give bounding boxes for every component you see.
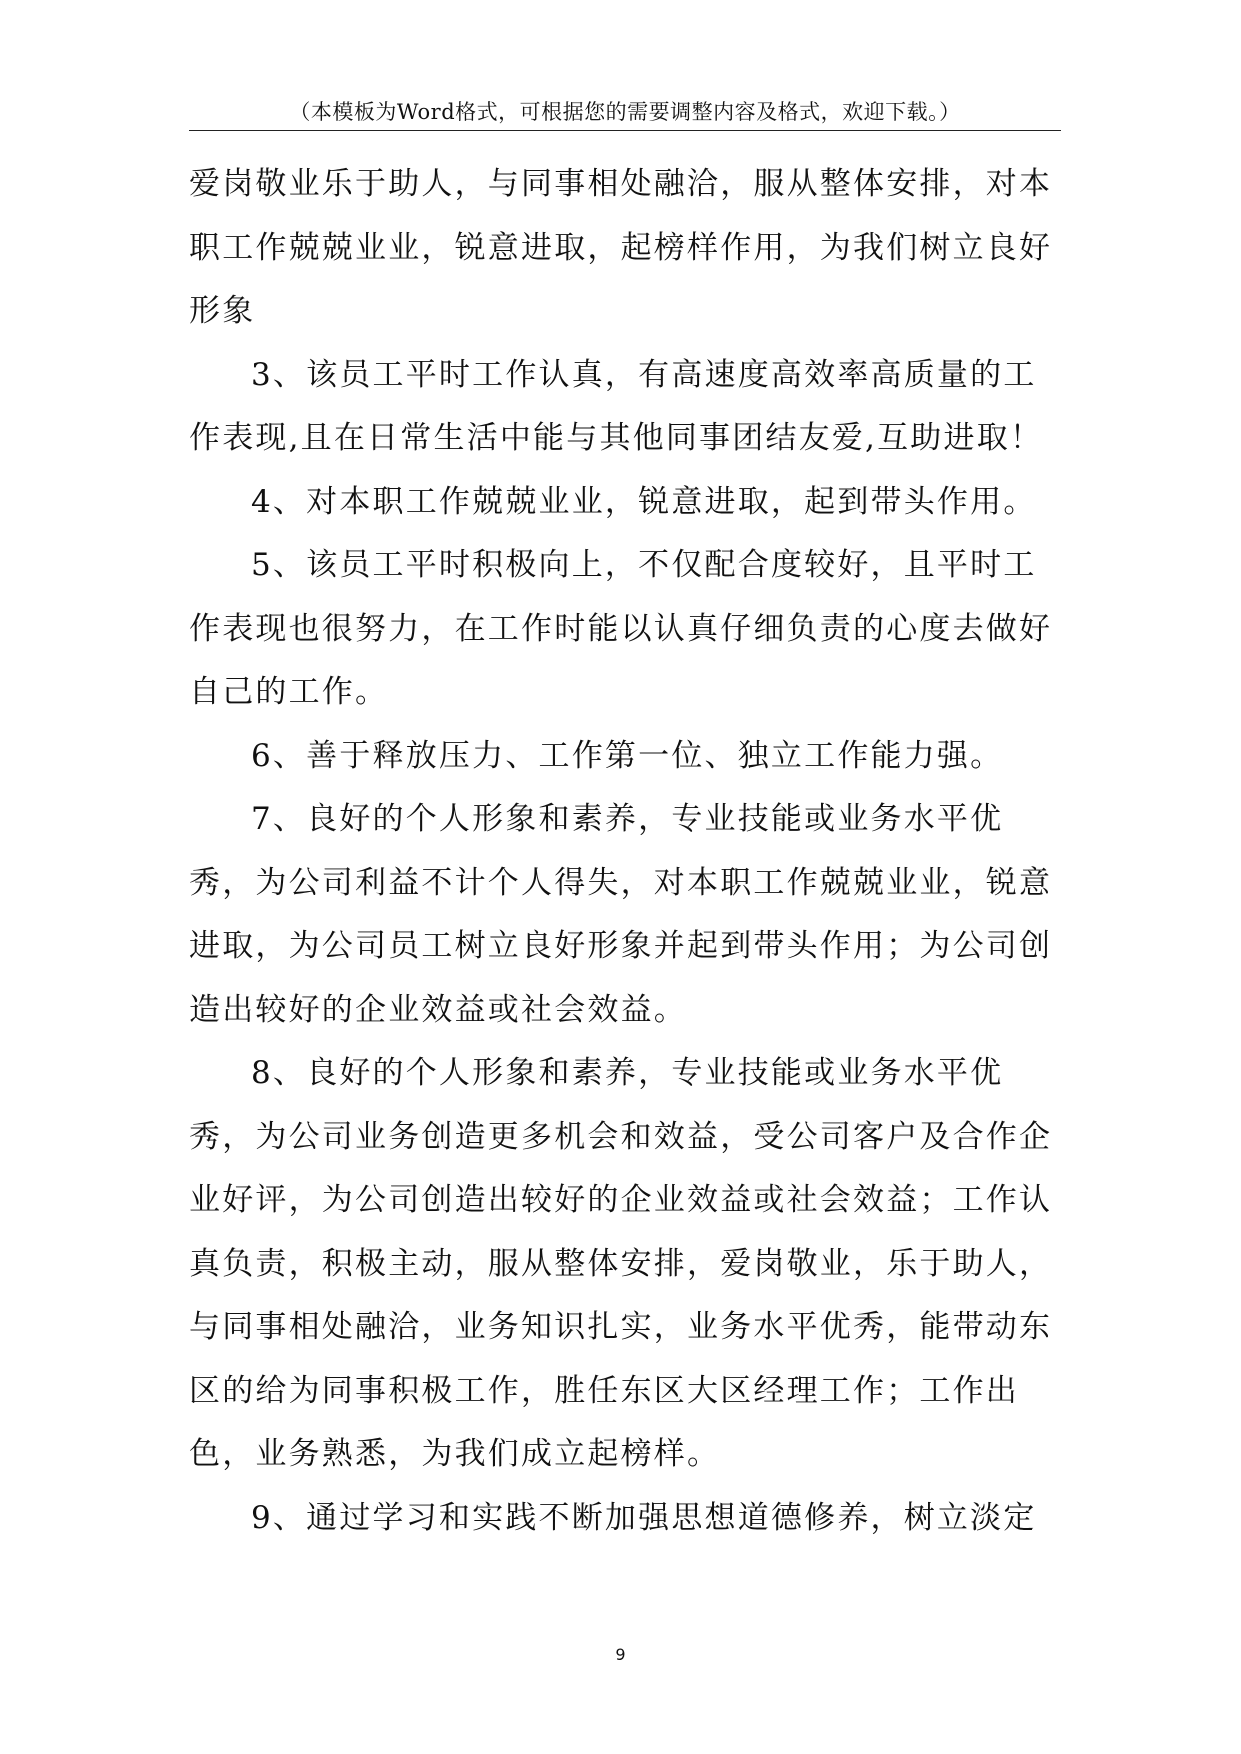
paragraph-item-5: 5、该员工平时积极向上，不仅配合度较好，且平时工作表现也很努力，在工作时能以认真仔细负责的心度去做好自己的工作。 (189, 547, 1053, 710)
page-number: 9 (615, 1645, 626, 1664)
document-body (189, 153, 1061, 1550)
paragraph-item-3: 3、该员工平时工作认真，有高速度高效率高质量的工作表现,且在日常生活中能与其他同事团结友爱,互助进取！ (189, 356, 1044, 456)
header-divider (189, 130, 1061, 131)
paragraph-item-4: 4、对本职工作兢兢业业，锐意进取，起到带头作用。 (251, 483, 1037, 520)
paragraph-item-7: 7、良好的个人形象和素养，专业技能或业务水平优秀，为公司利益不计个人得失，对本职工作兢兢业业，锐意进取，为公司员工树立良好形象并起到带头作用；为公司创造出较好的企业效益或社会效益。 (189, 801, 1053, 1028)
paragraph-continuation: 爱岗敬业乐于助人，与同事相处融洽，服从整体安排，对本职工作兢兢业业，锐意进取，起榜样作用，为我们树立良好形象 (189, 166, 1053, 329)
paragraph-item-9: 9、通过学习和实践不断加强思想道德修养，树立淡定 (251, 1499, 1037, 1536)
template-header-note: （本模板为Word格式，可根据您的需要调整内容及格式，欢迎下载。） (289, 100, 961, 124)
paragraph-item-6: 6、善于释放压力、工作第一位、独立工作能力强。 (251, 737, 1004, 774)
paragraph-item-8: 8、良好的个人形象和素养，专业技能或业务水平优秀，为公司业务创造更多机会和效益，受公司客户及合作企业好评，为公司创造出较好的企业效益或社会效益；工作认真负责，积极主动，服从整体安排，爱岗敬业，乐于助人，与同事相处融洽，业务知识扎实，业务水平优秀，能带动东区的给为同事积极工作，胜任东区大区经理工作；工作出色，业务熟悉，为我们成立起榜样。 (189, 1055, 1053, 1472)
